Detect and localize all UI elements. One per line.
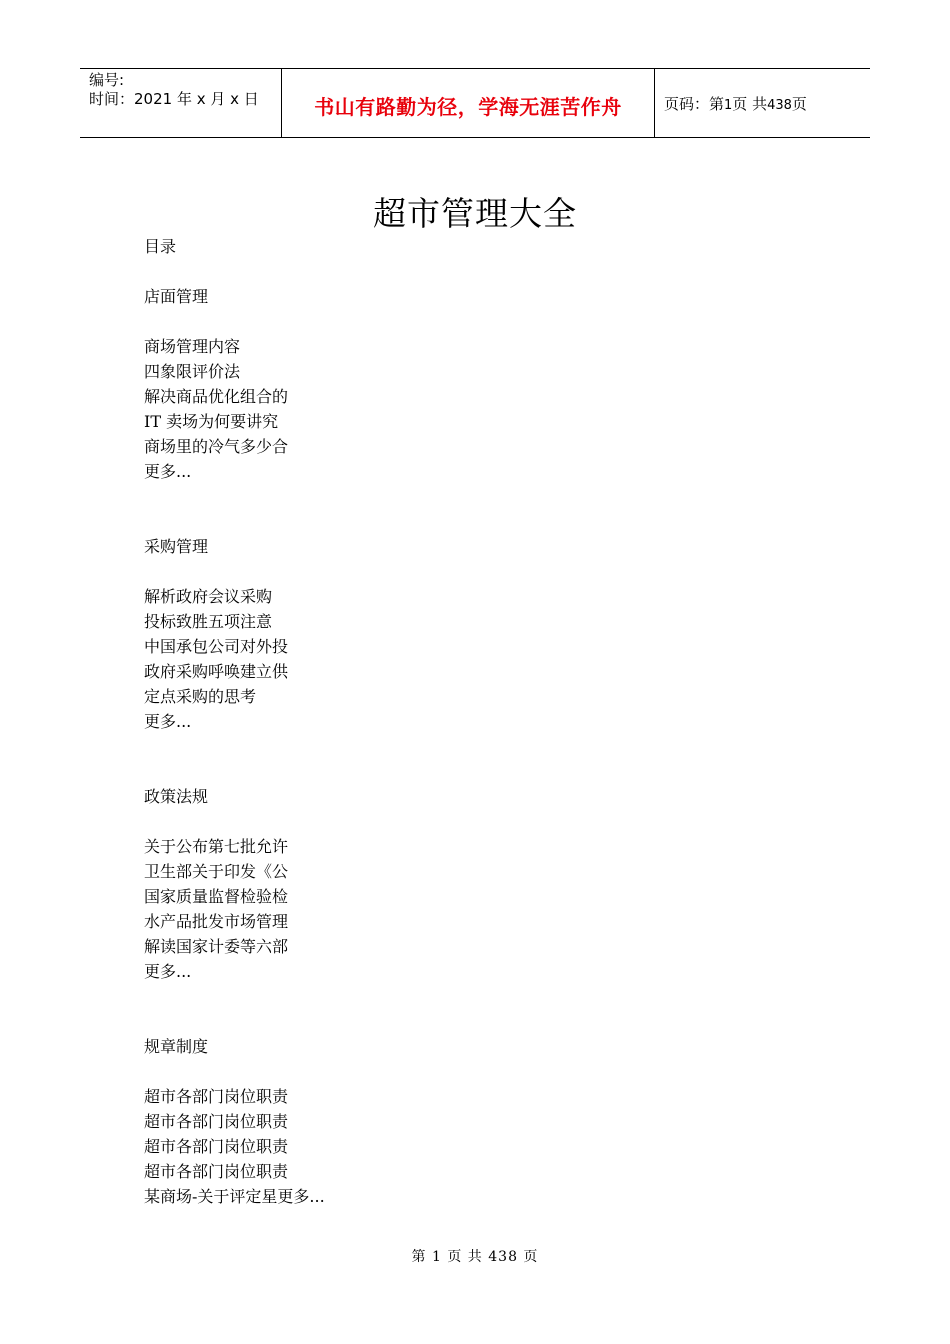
page-label-mid: 页 共 <box>732 95 768 113</box>
article-link[interactable]: 商场里的冷气多少合 <box>144 437 289 456</box>
more-link[interactable]: 某商场-关于评定星更多... <box>144 1187 325 1206</box>
page-label-prefix: 页码：第 <box>664 95 725 113</box>
article-link[interactable]: 关于公布第七批允许 <box>144 837 289 856</box>
more-link[interactable]: 更多... <box>144 712 192 731</box>
spacer <box>144 509 325 534</box>
section-title: 采购管理 <box>144 537 209 556</box>
toc-section <box>144 984 325 1209</box>
page-number: 1 <box>724 98 733 113</box>
spacer <box>144 734 325 759</box>
article-link[interactable]: 定点采购的思考 <box>144 687 257 706</box>
article-link[interactable]: 超市各部门岗位职责 <box>144 1087 289 1106</box>
spacer <box>144 484 325 509</box>
article-link[interactable]: 四象限评价法 <box>144 362 241 381</box>
page-footer: 第 1 页 共 438 页 <box>411 1249 539 1265</box>
section-title: 政策法规 <box>144 787 209 806</box>
spacer <box>144 984 325 1009</box>
section-title: 规章制度 <box>144 1037 209 1056</box>
document-title: 超市管理大全 <box>373 194 577 233</box>
header-meta <box>89 71 259 109</box>
article-link[interactable]: 中国承包公司对外投 <box>144 637 289 656</box>
article-link[interactable]: 政府采购呼唤建立供 <box>144 662 289 681</box>
toc-section <box>144 484 325 734</box>
article-link[interactable]: 解读国家计委等六部 <box>144 937 289 956</box>
number-label: 编号: <box>89 71 125 89</box>
article-link[interactable]: 解析政府会议采购 <box>144 587 273 606</box>
more-link[interactable]: 更多... <box>144 962 192 981</box>
article-link[interactable]: 投标致胜五项注意 <box>144 612 273 631</box>
article-link[interactable]: 超市各部门岗位职责 <box>144 1112 289 1131</box>
article-link[interactable]: 超市各部门岗位职责 <box>144 1162 289 1181</box>
spacer <box>144 1009 325 1034</box>
article-link[interactable]: 水产品批发市场管理 <box>144 912 289 931</box>
header-motto: 书山有路勤为径，学海无涯苦作舟 <box>314 95 622 119</box>
toc-section <box>144 734 325 984</box>
toc-sections <box>144 284 325 1209</box>
total-pages: 438 <box>767 98 792 113</box>
article-link[interactable]: IT 卖场为何要讲究 <box>144 412 279 431</box>
article-link[interactable]: 商场管理内容 <box>144 337 241 356</box>
header-table <box>80 68 870 138</box>
time-label: 时间：2021 年 x 月 x 日 <box>89 90 259 108</box>
article-link[interactable]: 解决商品优化组合的 <box>144 387 289 406</box>
toc-content <box>144 234 325 1209</box>
toc-label: 目录 <box>144 237 177 256</box>
toc-section <box>144 284 325 484</box>
article-link[interactable]: 超市各部门岗位职责 <box>144 1137 289 1156</box>
header-page-info <box>664 93 807 114</box>
article-link[interactable]: 国家质量监督检验检 <box>144 887 289 906</box>
more-link[interactable]: 更多... <box>144 462 192 481</box>
spacer <box>144 759 325 784</box>
article-link[interactable]: 卫生部关于印发《公 <box>144 862 289 881</box>
header-divider <box>654 69 655 137</box>
page-label-suffix: 页 <box>791 95 807 113</box>
section-title: 店面管理 <box>144 287 209 306</box>
